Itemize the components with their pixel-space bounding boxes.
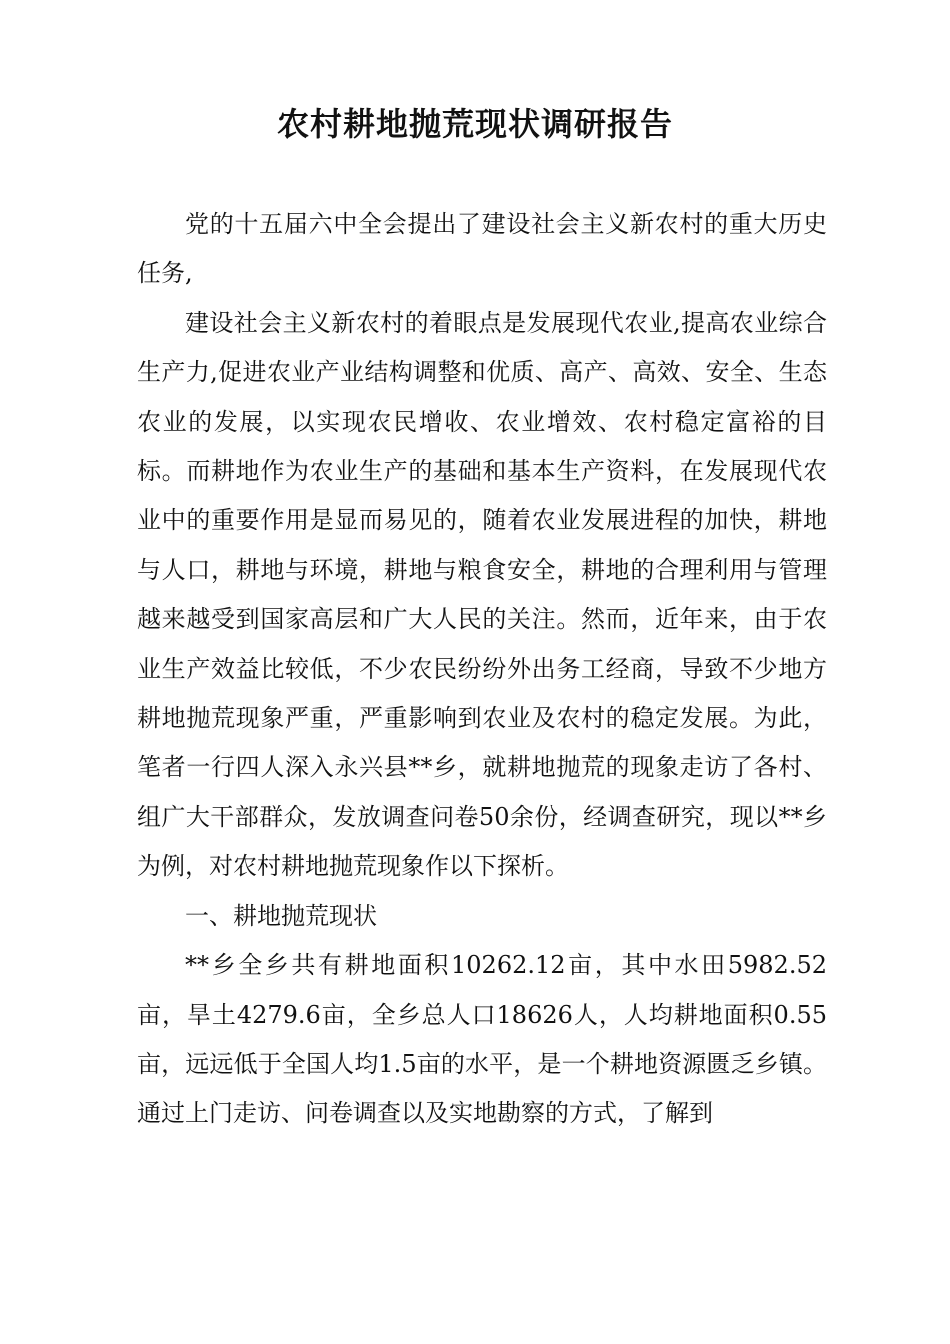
section-heading: 一、耕地抛荒现状 — [185, 901, 377, 930]
paragraph-section-1: **乡全乡共有耕地面积10262.12亩，其中水田5982.52亩，旱土4279.6亩，全乡总人口18626人，人均耕地面积0.55亩，远远低于全国人均1.5亩的水平，是一个耕地资源匮乏乡镇。通过上门走访、问卷调查以及实地勘察的方式，了解到 — [137, 951, 827, 1128]
paragraph-intro: 党的十五届六中全会提出了建设社会主义新农村的重大历史任务, — [137, 210, 827, 288]
paragraph-background: 建设社会主义新农村的着眼点是发展现代农业,提高农业综合生产力,促进农业产业结构调整和优质、高产、高效、安全、生态农业的发展，以实现农民增收、农业增效、农村稳定富裕的目标。而耕地作为农业生产的基础和基本生产资料，在发展现代农业中的重要作用是显而易见的，随着农业发展进程的加快，耕地与人口，耕地与环境，耕地与粮食安全，耕地的合理利用与管理越来越受到国家高层和广大人民的关注。然而，近年来，由于农业生产效益比较低，不少农民纷纷外出务工经商，导致不少地方耕地抛荒现象严重，严重影响到农业及农村的稳定发展。为此，笔者一行四人深入永兴县**乡，就耕地抛荒的现象走访了各村、组广大干部群众，发放调查问卷50余份，经调查研究，现以**乡为例，对农村耕地抛荒现象作以下探析。 — [137, 308, 827, 881]
document-body — [137, 200, 827, 1139]
document-title: 农村耕地抛荒现状调研报告 — [276, 105, 673, 143]
